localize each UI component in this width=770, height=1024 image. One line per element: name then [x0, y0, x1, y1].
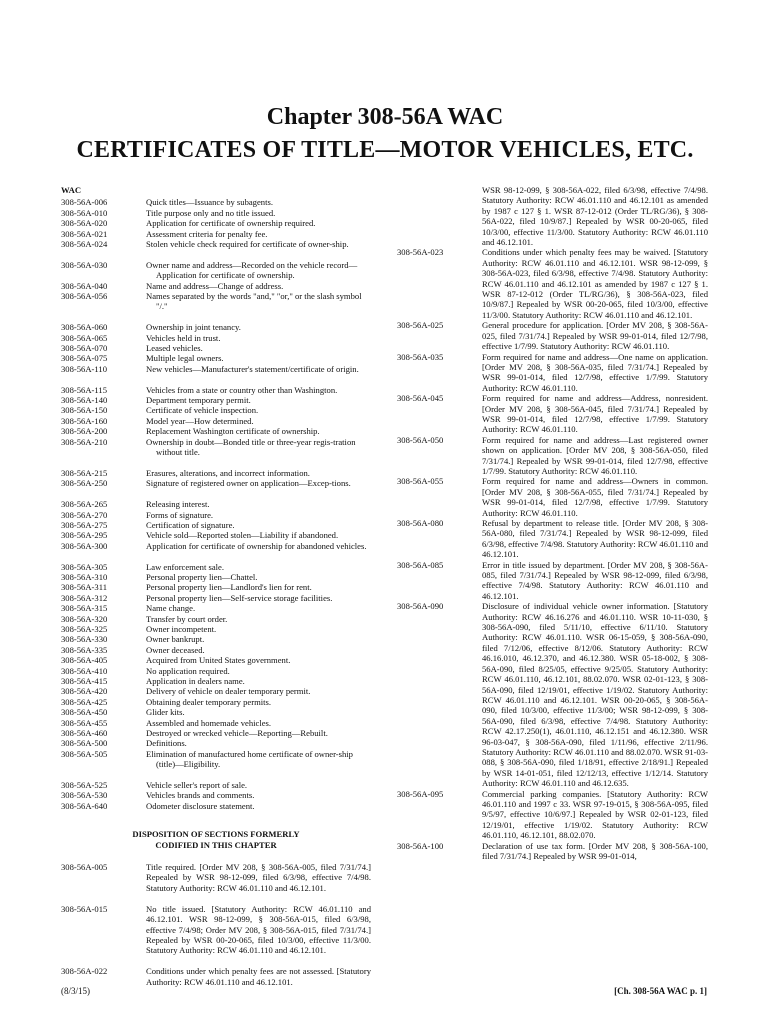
section-number: 308-56A-300: [61, 540, 108, 551]
section-caption: Department temporary permit.: [146, 395, 251, 406]
section-entry: [61, 738, 371, 748]
disposition-text: No title issued. [Statutory Authority: RCW 46.01.110 and 46.12.101. WSR 98-12-099, § 308-56A-015, filed 6/3/98, effective 7/4/98; Order MV 208, § 308-56A-015, filed 7/31/74.] Repealed by WSR 00-20-065, filed 10/3/00, effective 11/3/00. Statutory Authority: RCW 46.01.110 and 46.12.101.: [146, 903, 371, 956]
section-caption: Owner name and address—Recorded on the vehicle record—Application for certificate of ownership.: [146, 259, 358, 281]
section-entry: [61, 333, 371, 343]
section-caption: Application in dealers name.: [146, 676, 245, 686]
section-entry: [61, 686, 371, 696]
section-number: 308-56A-140: [61, 395, 108, 406]
section-number: 308-56A-021: [61, 228, 108, 239]
section-caption: Assembled and homemade vehicles.: [146, 717, 272, 728]
section-number: 308-56A-312: [61, 592, 108, 603]
section-number: 308-56A-315: [61, 603, 108, 614]
disposition-entry: [397, 393, 708, 435]
section-number: 308-56A-330: [61, 634, 108, 645]
section-caption: Quick titles—Issuance by subagents.: [146, 197, 273, 208]
section-entry: [61, 405, 371, 415]
section-entry: [61, 260, 371, 281]
section-entry: [61, 416, 371, 426]
section-entry: [61, 603, 371, 613]
section-entry: [61, 790, 371, 800]
section-entry: [61, 520, 371, 530]
section-number: 308-56A-270: [61, 509, 108, 520]
section-caption: Name and address—Change of address.: [146, 280, 284, 291]
disposition-entry: [61, 862, 371, 893]
disposition-entry: [397, 352, 708, 394]
section-caption: Vehicle seller's report of sale.: [146, 780, 248, 791]
disposition-heading-line2: CODIFIED IN THIS CHAPTER: [155, 839, 277, 850]
right-column: [397, 185, 708, 861]
disposition-text: Form required for name and address—Address, nonresident. [Order MV 208, § 308-56A-045, filed 7/31/74.] Repealed by WSR 99-01-014, filed 12/7/98, effective 1/7/99. Statutory Authority: RCW 46.01.110.: [482, 393, 708, 435]
section-number: 308-56A-420: [61, 686, 108, 697]
section-number: 308-56A-160: [61, 415, 108, 426]
section-number: 308-56A-210: [61, 436, 108, 447]
section-caption: Owner bankrupt.: [146, 634, 205, 645]
section-caption: Definitions.: [146, 738, 187, 749]
section-caption: Personal property lien—Self-service storage facilities.: [146, 592, 333, 603]
group-spacer: [61, 770, 371, 780]
section-caption: Replacement Washington certificate of ownership.: [146, 426, 320, 437]
section-caption: Odometer disclosure statement.: [146, 800, 255, 811]
section-caption: Vehicle sold—Reported stolen—Liability if abandoned.: [146, 530, 339, 541]
disposition-text: Form required for name and address—One name on application. [Order MV 208, § 308-56A-035, filed 7/31/74.] Repealed by WSR 99-01-014, filed 12/7/98, effective 1/7/99. Statutory Authority: RCW 46.01.110.: [482, 351, 708, 393]
section-entry: [61, 239, 371, 249]
wac-heading: WAC: [61, 185, 82, 195]
section-caption: Certification of signature.: [146, 519, 235, 530]
disposition-heading: [61, 829, 371, 850]
left-column: [61, 185, 371, 987]
section-caption: Signature of registered owner on application—Excep-tions.: [146, 478, 351, 489]
section-entry: [61, 614, 371, 624]
section-entry: [61, 385, 371, 395]
section-number: 308-56A-110: [61, 363, 107, 374]
disposition-entry: [397, 185, 708, 247]
section-caption: Elimination of manufactured home certificate of owner-ship (title)—Eligibility.: [146, 748, 353, 770]
section-number: 308-56A-275: [61, 519, 108, 530]
section-caption: Erasures, alterations, and incorrect information.: [146, 467, 310, 478]
section-caption: Glider kits.: [146, 707, 185, 718]
disposition-section-number: 308-56A-015: [61, 903, 108, 914]
section-entry: [61, 562, 371, 572]
section-number: 308-56A-250: [61, 478, 108, 489]
section-caption: Vehicles from a state or country other than Washington.: [146, 384, 338, 395]
section-entry: [61, 437, 371, 458]
disposition-section-number: 308-56A-022: [61, 966, 108, 977]
section-number: 308-56A-070: [61, 343, 108, 354]
group-spacer: [61, 374, 371, 384]
section-number: 308-56A-525: [61, 780, 108, 791]
disposition-entry: [397, 476, 708, 518]
section-entry: [61, 322, 371, 332]
disposition-list: [61, 862, 371, 987]
disposition-entry: [397, 601, 708, 788]
disposition-section-number: 308-56A-100: [397, 840, 444, 851]
section-caption: No application required.: [146, 665, 230, 676]
section-caption: Owner incompetent.: [146, 623, 217, 634]
disposition-text: Form required for name and address—Last registered owner shown on application. [Order MV 208, § 308-56A-050, filed 7/31/74.] Repealed by WSR 99-01-014, filed 12/7/98, effective 1/7/99. Statutory Authority: RCW 46.01.110.: [482, 434, 708, 476]
disposition-section-number: 308-56A-095: [397, 788, 444, 799]
section-entry: [61, 749, 371, 770]
section-caption: Forms of signature.: [146, 509, 214, 520]
section-number: 308-56A-030: [61, 259, 108, 270]
section-entry: [61, 281, 371, 291]
section-entry: [61, 780, 371, 790]
section-number: 308-56A-265: [61, 499, 108, 510]
disposition-text: Refusal by department to release title. [Order MV 208, § 308-56A-080, filed 7/31/74.] Repealed by WSR 98-12-099, filed 6/3/98, effective 7/4/98. Statutory Authority: RCW 46.01.110 and 46.12.101.: [482, 518, 708, 560]
section-number: 308-56A-310: [61, 571, 108, 582]
section-entry: [61, 728, 371, 738]
disposition-section-number: 308-56A-090: [397, 601, 444, 612]
section-entry: [61, 353, 371, 363]
section-caption: Law enforcement sale.: [146, 561, 225, 572]
section-entry: [61, 426, 371, 436]
section-entry: [61, 707, 371, 717]
section-number: 308-56A-455: [61, 717, 108, 728]
disposition-entry: [397, 435, 708, 477]
section-number: 308-56A-010: [61, 207, 108, 218]
section-caption: Personal property lien—Landlord's lien for rent.: [146, 582, 312, 593]
section-number: 308-56A-020: [61, 218, 108, 229]
section-entry: [61, 666, 371, 676]
disposition-entry: [397, 841, 708, 862]
section-number: 308-56A-320: [61, 613, 108, 624]
section-entry: [61, 634, 371, 644]
section-number: 308-56A-640: [61, 800, 108, 811]
section-number: 308-56A-305: [61, 561, 108, 572]
disposition-entry: [61, 904, 371, 956]
section-caption: Title purpose only and no title issued.: [146, 207, 276, 218]
section-number: 308-56A-530: [61, 790, 108, 801]
disposition-entry: [61, 966, 371, 987]
disposition-text: Form required for name and address—Owners in common. [Order MV 208, § 308-56A-055, filed 7/31/74.] Repealed by WSR 99-01-014, filed 12/7/98, effective 1/7/99. Statutory Authority: RCW 46.01.110.: [482, 476, 708, 518]
disposition-section-number: 308-56A-023: [397, 247, 444, 258]
section-caption: New vehicles—Manufacturer's statement/certificate of origin.: [146, 363, 359, 374]
section-entry: [61, 478, 371, 488]
section-number: 308-56A-505: [61, 748, 108, 759]
group-spacer: [61, 249, 371, 259]
section-caption: Certificate of vehicle inspection.: [146, 405, 259, 416]
section-number: 308-56A-006: [61, 197, 108, 208]
section-caption: Vehicles held in trust.: [146, 332, 221, 343]
section-caption: Personal property lien—Chattel.: [146, 571, 258, 582]
section-entry: [61, 593, 371, 603]
disposition-text: Commercial parking companies. [Statutory Authority: RCW 46.01.110 and 1997 c 33. WSR 97-19-015, § 308-56A-095, filed 9/5/97, effective 10/6/97.] Repealed by WSR 02-01-123, filed 12/19/01, effective 1/19/02. Statutory Authority: RCW 46.01.110, 46.12.101, 88.02.070.: [482, 788, 708, 841]
section-caption: Ownership in doubt—Bonded title or three-year regis-tration without title.: [146, 436, 356, 458]
section-number: 308-56A-150: [61, 405, 108, 416]
section-entry: [61, 582, 371, 592]
section-number: 308-56A-415: [61, 676, 108, 686]
section-number: 308-56A-500: [61, 738, 108, 749]
section-caption: Vehicles brands and comments.: [146, 790, 255, 801]
group-spacer: [61, 489, 371, 499]
section-caption: Ownership in joint tenancy.: [146, 322, 241, 333]
disposition-entry: [397, 560, 708, 602]
section-entry: [61, 395, 371, 405]
section-caption: Obtaining dealer temporary permits.: [146, 696, 272, 707]
disposition-section-number: [397, 185, 482, 247]
section-number: 308-56A-056: [61, 291, 108, 302]
section-caption: Model year—How determined.: [146, 415, 254, 426]
section-entry: [61, 197, 371, 207]
disposition-section-number: 308-56A-080: [397, 518, 444, 528]
section-entry: [61, 718, 371, 728]
section-list: [61, 197, 371, 811]
section-entry: [61, 655, 371, 665]
section-number: 308-56A-215: [61, 467, 108, 478]
disposition-section-number: 308-56A-085: [397, 559, 444, 570]
section-caption: Assessment criteria for penalty fee.: [146, 228, 268, 239]
section-caption: Leased vehicles.: [146, 343, 203, 354]
section-caption: Application for certificate of ownership for abandoned vehicles.: [146, 540, 367, 551]
section-number: 308-56A-065: [61, 332, 108, 343]
section-number: 308-56A-425: [61, 696, 108, 707]
section-caption: Owner deceased.: [146, 644, 205, 655]
section-number: 308-56A-040: [61, 280, 108, 291]
section-number: 308-56A-311: [61, 582, 107, 593]
disposition-text: General procedure for application. [Order MV 208, § 308-56A-025, filed 7/31/74.] Repealed by WSR 99-01-014, filed 12/7/98, effective 1/7/99. Statutory Authority: RCW 46.01.110.: [482, 320, 708, 352]
section-entry: [61, 510, 371, 520]
group-spacer: [61, 312, 371, 322]
section-entry: [61, 801, 371, 811]
section-entry: [61, 229, 371, 239]
footer-page-number: [Ch. 308-56A WAC p. 1]: [614, 986, 707, 996]
disposition-entry: [397, 789, 708, 841]
section-caption: Multiple legal owners.: [146, 353, 224, 364]
section-entry: [61, 499, 371, 509]
disposition-section-number: 308-56A-035: [397, 351, 444, 362]
disposition-text: Disclosure of individual vehicle owner information. [Statutory Authority: RCW 46.16.276 and 46.01.110. WSR 10-11-030, § 308-56A-090, filed 5/11/10, effective 6/11/10. Statutory Authority: RCW 46.01.110. WSR 06-15-059, § 308-56A-090, filed 7/12/06, effective 8/12/06. Statutory Authority: RCW 46.16.010, 46.12.370, and 46.12.380. WSR 05-18-002, § 308-56A-090, filed 8/25/05, effective 9/25/05. Statutory Authority: RCW 46.01.110, 46.12.101, 88.02.070. WSR 02-01-123, § 308-56A-090, filed 12/19/01, effective 1/19/02. Statutory Authority: RCW 46.01.110 and 46.12.101. WSR 00-20-065, § 308-56A-090, filed 10/3/00, effective 11/3/00; WSR 98-12-099, § 308-56A-090, filed 6/3/98, effective 7/4/98. Statutory Authority: RCW 42.17.250(1), 46.01.110, 46.12.151 and 46.12.380. WSR 96-03-047, § 308-56A-090, filed 1/11/96, effective 2/11/96. Statutory Authority: RCW 46.01.110 and 88.02.070. WSR 91-03-088, § 308-56A-090, filed 1/18/91, effective 2/18/91.] Repealed by WSR 14-01-051, filed 12/12/13, effective 1/12/14. Statutory Authority: RCW 46.01.110 and 46.12.635.: [482, 601, 708, 789]
disposition-entry: [397, 518, 708, 560]
disposition-text: WSR 98-12-099, § 308-56A-022, filed 6/3/98, effective 7/4/98. Statutory Authority: RCW 46.01.110 and 46.12.101 as amended by 1987 c 127 § 1. WSR 87-12-012 (Order TL/RG/36), § 308-56A-022, filed 10/9/87.] Repealed by WSR 00-20-065, filed 10/3/00, effective 11/3/00. Statutory Authority: RCW 46.01.110 and 46.12.101.: [482, 185, 708, 248]
entry-spacer: [61, 956, 371, 966]
section-entry: [61, 468, 371, 478]
section-number: 308-56A-460: [61, 728, 108, 739]
section-number: 308-56A-295: [61, 530, 108, 541]
section-entry: [61, 697, 371, 707]
group-spacer: [61, 551, 371, 561]
disposition-section-number: 308-56A-025: [397, 320, 444, 331]
section-caption: Releasing interest.: [146, 499, 210, 510]
footer-date: (8/3/15): [61, 986, 90, 996]
section-number: 308-56A-060: [61, 322, 108, 333]
section-number: 308-56A-075: [61, 353, 108, 364]
section-number: 308-56A-115: [61, 384, 107, 395]
chapter-subject: CERTIFICATES OF TITLE—MOTOR VEHICLES, ETC.: [76, 137, 694, 163]
section-entry: [61, 624, 371, 634]
section-number: 308-56A-200: [61, 426, 108, 437]
section-caption: Name change.: [146, 603, 196, 614]
disposition-entry: [397, 247, 708, 320]
group-spacer: [61, 458, 371, 468]
section-caption: Transfer by court order.: [146, 613, 228, 624]
section-caption: Application for certificate of ownership required.: [146, 218, 316, 229]
section-entry: [61, 208, 371, 218]
section-number: 308-56A-405: [61, 655, 108, 666]
section-number: 308-56A-335: [61, 644, 108, 655]
section-entry: [61, 572, 371, 582]
section-caption: Delivery of vehicle on dealer temporary permit.: [146, 686, 311, 697]
disposition-text: Conditions under which penalty fees may be waived. [Statutory Authority: RCW 46.01.110 and 46.12.101. WSR 98-12-099, § 308-56A-023, filed 6/3/98, effective 7/4/98. Statutory Authority: RCW 46.01.110 and 46.12.101 as amended by 1987 c 127 § 1. WSR 87-12-012 (Order TL/RG/36), § 308-56A-023, filed 10/9/87.] Repealed by WSR 00-20-065, filed 10/3/00, effective 11/3/00. Statutory Authority: RCW 46.01.110 and 46.12.101.: [482, 247, 708, 320]
section-entry: [61, 291, 371, 312]
section-caption: Destroyed or wrecked vehicle—Reporting—Rebuilt.: [146, 728, 328, 739]
disposition-section-number: 308-56A-005: [61, 862, 108, 873]
disposition-heading-line1: DISPOSITION OF SECTIONS FORMERLY: [132, 829, 300, 840]
section-entry: [61, 343, 371, 353]
section-entry: [61, 364, 371, 374]
disposition-text: Declaration of use tax form. [Order MV 208, § 308-56A-100, filed 7/31/74.] Repealed by WSR 99-01-014,: [482, 840, 708, 861]
disposition-text: Error in title issued by department. [Order MV 208, § 308-56A-085, filed 7/31/74.] Repealed by WSR 98-12-099, filed 6/3/98, effective 7/4/98. Statutory Authority: RCW 46.01.110 and 46.12.101.: [482, 559, 708, 601]
section-caption: Stolen vehicle check required for certificate of owner-ship.: [146, 239, 349, 250]
section-number: 308-56A-450: [61, 707, 108, 718]
section-number: 308-56A-024: [61, 239, 108, 250]
section-number: 308-56A-325: [61, 623, 108, 634]
section-entry: [61, 645, 371, 655]
section-entry: [61, 530, 371, 540]
section-entry: [61, 541, 371, 551]
section-caption: Acquired from United States government.: [146, 655, 291, 666]
section-number: 308-56A-410: [61, 665, 108, 676]
disposition-section-number: 308-56A-055: [397, 476, 444, 487]
chapter-title: Chapter 308-56A WAC: [266, 104, 504, 130]
section-entry: [61, 218, 371, 228]
disposition-entry: [397, 320, 708, 351]
section-caption: Names separated by the words "and," "or," or the slash symbol "/.": [146, 291, 362, 312]
disposition-section-number: 308-56A-045: [397, 393, 444, 404]
entry-spacer: [61, 893, 371, 903]
disposition-text: Conditions under which penalty fees are not assessed. [Statutory Authority: RCW 46.01.110 and 46.12.101.: [146, 966, 371, 987]
disposition-section-number: 308-56A-050: [397, 434, 444, 445]
disposition-text: Title required. [Order MV 208, § 308-56A-005, filed 7/31/74.] Repealed by WSR 98-12-099, filed 6/3/98, effective 7/4/98. Statutory Authority: RCW 46.01.110 and 46.12.101.: [146, 862, 371, 893]
section-entry: [61, 676, 371, 686]
